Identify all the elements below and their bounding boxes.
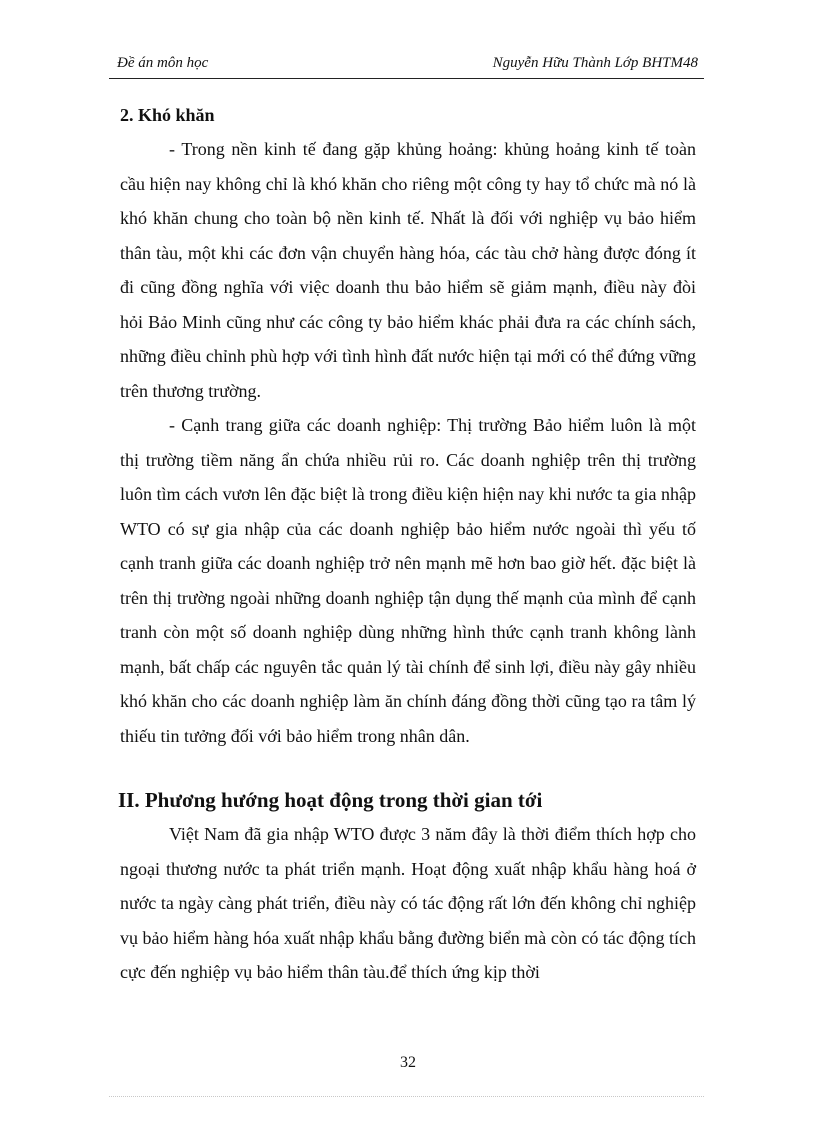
- section-heading: II. Phương hướng hoạt động trong thời gian tới: [118, 788, 543, 812]
- subsection-heading: 2. Khó khăn: [120, 105, 215, 125]
- page-body: [120, 98, 696, 990]
- paragraph-competition: - Cạnh trang giữa các doanh nghiệp: Thị trường Bảo hiểm luôn là một thị trường tiềm năng ẩn chứa nhiều rủi ro. Các doanh nghiệp trên thị trường luôn tìm cách vươn lên đặc biệt là trong điều kiện hiện nay khi nước ta gia nhập WTO có sự gia nhập của các doanh nghiệp bảo hiểm nước ngoài thì yếu tố cạnh tranh giữa các doanh nghiệp trở nên mạnh mẽ hơn bao giờ hết. đặc biệt là trên thị trường ngoài những doanh nghiệp tận dụng thế mạnh của mình để cạnh tranh còn một số doanh nghiệp dùng những hình thức cạnh tranh không lành mạnh, bất chấp các nguyên tắc quản lý tài chính để sinh lợi, điều này gây nhiều khó khăn cho các doanh nghiệp làm ăn chính đáng đồng thời cũng tạo ra tâm lý thiếu tin tưởng đối với bảo hiểm trong nhân dân.: [120, 415, 696, 746]
- header-author-class: Nguyễn Hữu Thành Lớp BHTM48: [492, 55, 698, 71]
- header-course-title: Đề án môn học: [117, 55, 209, 71]
- page-number: 32: [400, 1054, 416, 1071]
- page-header: [117, 52, 698, 74]
- section-spacer: [120, 753, 696, 783]
- header-divider: [109, 78, 704, 79]
- footer-divider: [109, 1096, 704, 1097]
- paragraph-economic-crisis: - Trong nền kinh tế đang gặp khủng hoảng: khủng hoảng kinh tế toàn cầu hiện nay không chỉ là khó khăn cho riêng một công ty hay tổ chức mà nó là khó khăn chung cho toàn bộ nền kinh tế. Nhất là đối với nghiệp vụ bảo hiểm thân tàu, một khi các đơn vận chuyển hàng hóa, các tàu chở hàng được đóng ít đi cũng đồng nghĩa với việc doanh thu bảo hiểm sẽ giảm mạnh, điều này đòi hỏi Bảo Minh cũng như các công ty bảo hiểm khác phải đưa ra các chính sách, những điều chỉnh phù hợp với tình hình đất nước hiện tại mới có thể đứng vững trên thương trường.: [120, 139, 696, 401]
- paragraph-direction: Việt Nam đã gia nhập WTO được 3 năm đây là thời điểm thích hợp cho ngoại thương nước ta phát triển mạnh. Hoạt động xuất nhập khẩu hàng hoá ở nước ta ngày càng phát triển, điều này có tác động rất lớn đến không chỉ nghiệp vụ bảo hiểm hàng hóa xuất nhập khẩu bằng đường biển mà còn có tác động tích cực đến nghiệp vụ bảo hiểm thân tàu.để thích ứng kịp thời: [120, 824, 696, 982]
